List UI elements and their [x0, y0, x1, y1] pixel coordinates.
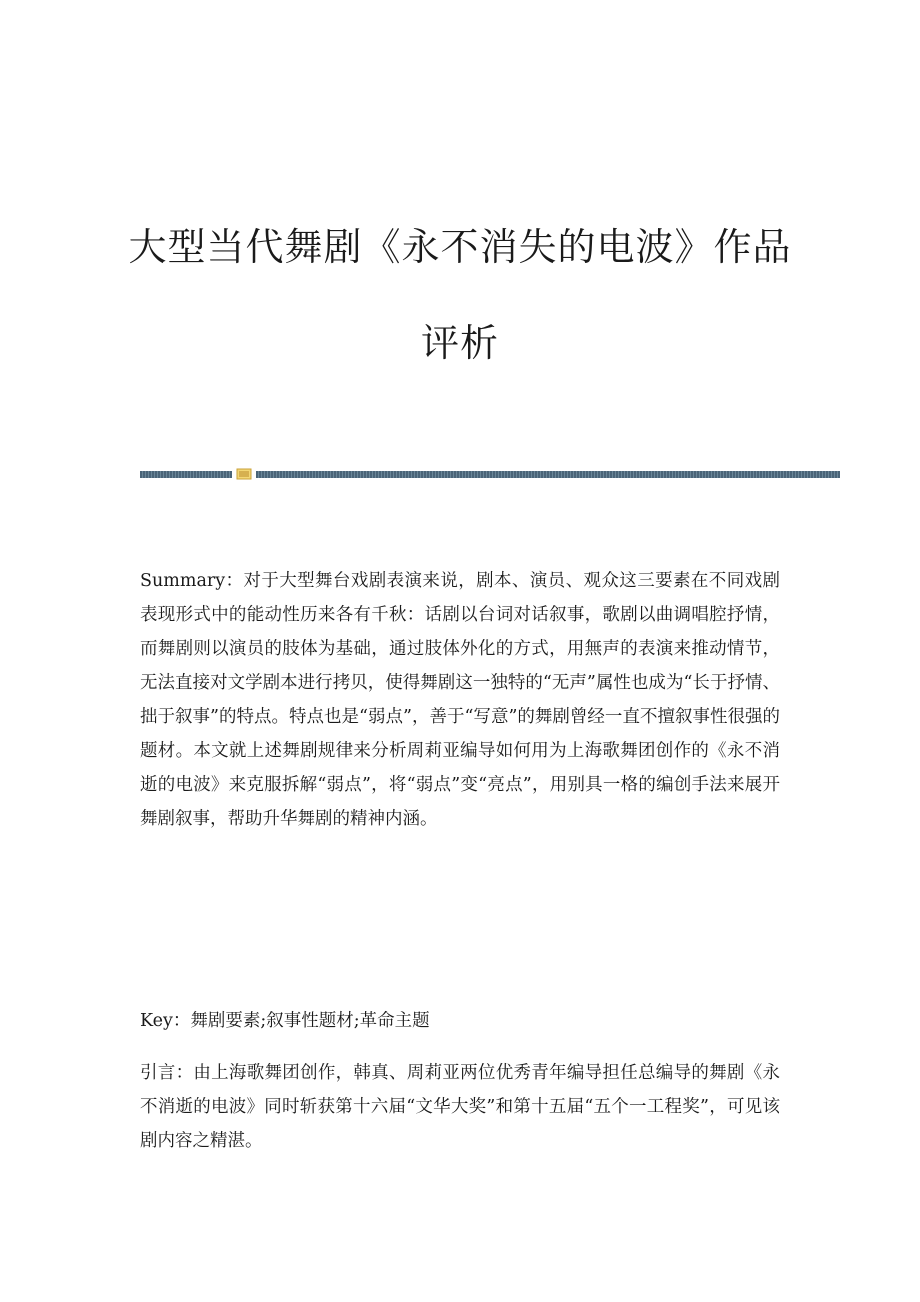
intro-paragraph	[140, 1056, 780, 1158]
summary-paragraph	[140, 564, 780, 836]
keywords-text: 舞剧要素;叙事性题材;革命主题	[190, 1011, 430, 1031]
paper-title-line-1: 大型当代舞剧《永不消失的电波》作品	[128, 225, 792, 269]
divider-ornament-icon	[236, 468, 252, 480]
keywords-label: Key：	[140, 1011, 191, 1031]
summary-text: 对于大型舞台戏剧表演来说，剧本、演员、观众这三要素在不同戏剧表现形式中的能动性历来各有千秋：话剧以台词对话叙事，歌剧以曲调唱腔抒情，而舞剧则以演员的肢体为基础，通过肢体外化的方式，用無声的表演来推动情节，无法直接对文学剧本进行拷贝，使得舞剧这一独特的“无声”属性也成为“长于抒情、拙于叙事”的特点。特点也是“弱点”，善于“写意”的舞剧曾经一直不擅叙事性很强的题材。本文就上述舞剧规律来分析周莉亚编导如何用为上海歌舞团创作的《永不消逝的电波》来克服拆解“弱点”，将“弱点”变“亮点”，用别具一格的编创手法来展开舞剧叙事，帮助升华舞剧的精神内涵。	[140, 571, 780, 829]
divider-bar-right	[256, 471, 840, 478]
intro-text: 由上海歌舞团创作，韩真、周莉亚两位优秀青年编导担任总编导的舞剧《永不消逝的电波》同时斩获第十六届“文华大奖”和第十五届“五个一工程奖”，可见该剧内容之精湛。	[140, 1063, 780, 1151]
intro-label: 引言：	[140, 1063, 194, 1083]
title-divider	[140, 468, 840, 480]
divider-bar-left	[140, 471, 232, 478]
paper-title-line-2: 评析	[420, 321, 499, 365]
summary-label: Summary：	[140, 571, 244, 591]
keywords-paragraph	[140, 1004, 780, 1038]
